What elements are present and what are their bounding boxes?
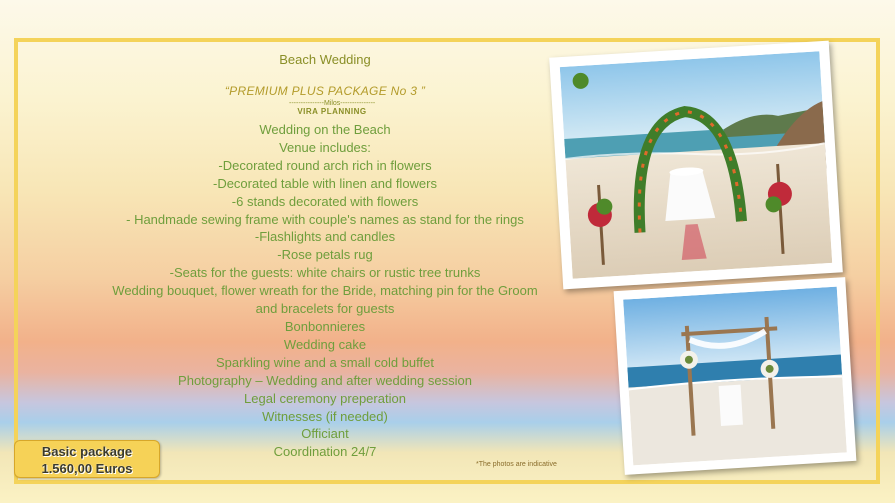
content-line: Sparkling wine and a small cold buffet — [216, 354, 434, 370]
package-content — [0, 121, 650, 461]
content-line: Legal ceremony preperation — [244, 390, 406, 406]
content-line: -Seats for the guests: white chairs or rustic tree trunks — [169, 265, 481, 281]
content-line: -Flashlights and candles — [254, 229, 396, 245]
beach-arch-photo — [614, 277, 857, 475]
page-title: Beach Wedding — [279, 52, 371, 67]
content-line: Photography – Wedding and after wedding session — [178, 372, 472, 388]
content-line: Wedding on the Beach — [259, 122, 391, 137]
content-line: - Handmade sewing frame with couple's names as stand for the rings — [126, 211, 524, 227]
content-line: -Rose petals rug — [277, 247, 373, 263]
price-badge-label: Basic package — [41, 444, 133, 459]
content-line: Wedding cake — [283, 336, 367, 352]
arch-photo — [549, 41, 843, 290]
content-line: Coordination 24/7 — [273, 444, 377, 460]
content-line: -6 stands decorated with flowers — [231, 193, 419, 209]
content-line: Officiant — [301, 426, 349, 442]
package-name: “PREMIUM PLUS PACKAGE No 3 ” — [224, 84, 426, 98]
content-line: -Decorated round arch rich in flowers — [218, 157, 432, 173]
price-badge — [14, 440, 160, 478]
vira-planning-logo — [289, 100, 375, 116]
content-line: Witnesses (if needed) — [262, 408, 388, 424]
price-badge-price: 1.560,00 Euros — [41, 461, 133, 476]
logo-top-line: ---------------Milos--------------- — [289, 100, 376, 107]
content-line: Wedding bouquet, flower wreath for the Bride, matching pin for the Groom — [112, 283, 538, 299]
logo-brand: VIRA PLANNING — [297, 107, 367, 116]
content-line: and bracelets for guests — [255, 301, 395, 317]
content-line: Bonbonnieres — [284, 318, 366, 334]
content-line: Venue includes: — [279, 139, 371, 155]
photo-note: *The photos are indicative — [476, 461, 557, 468]
content-line: -Decorated table with linen and flowers — [212, 175, 437, 191]
